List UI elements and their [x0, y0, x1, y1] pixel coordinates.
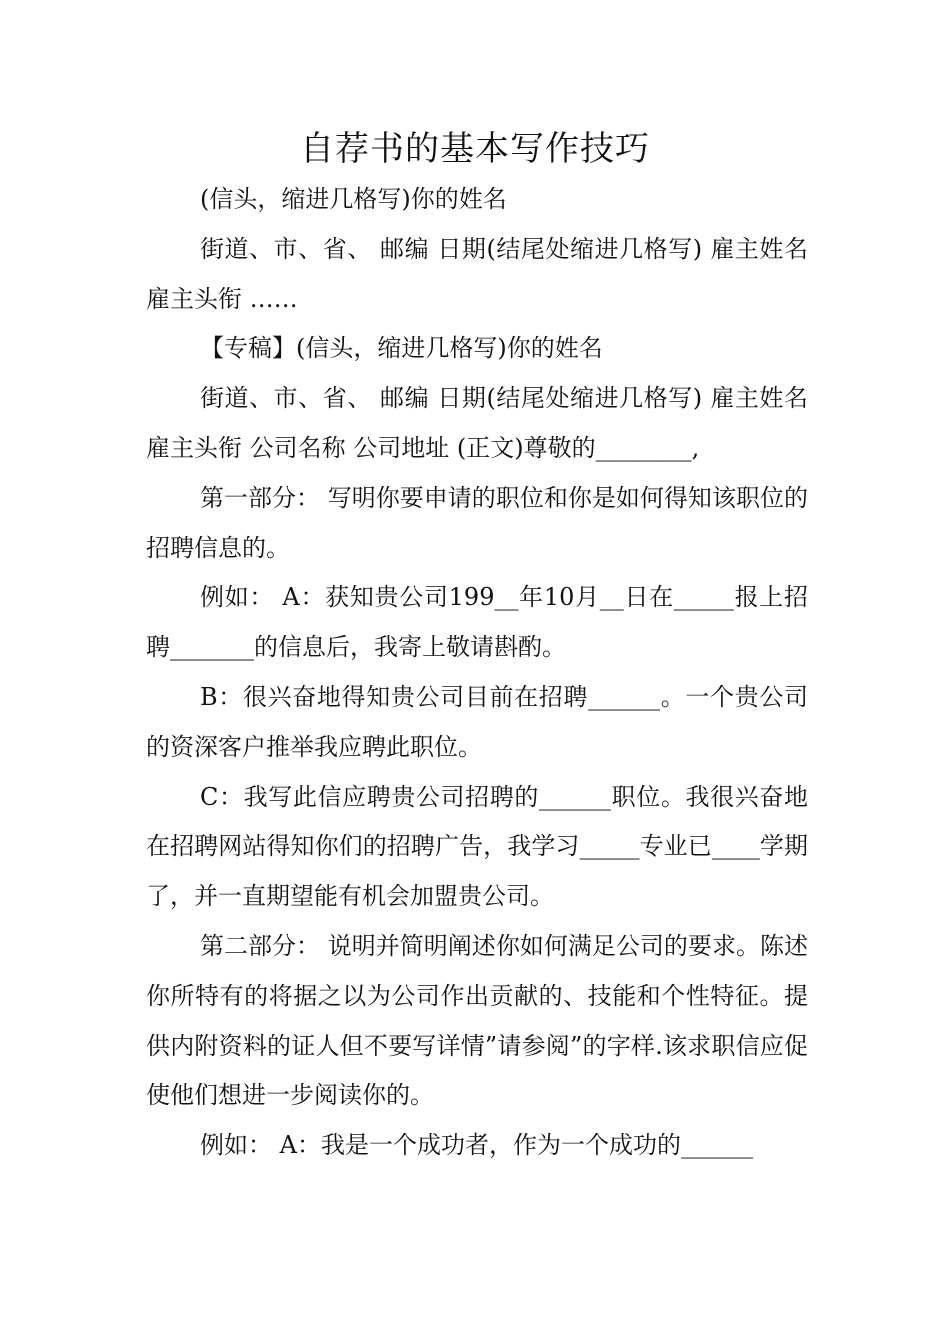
- paragraph-letterhead-name: (信头，缩进几格写)你的姓名: [200, 185, 507, 213]
- paragraph-example-b: B：很兴奋地得知贵公司目前在招聘______。一个贵公司的资深客户推举我应聘此职位。: [146, 682, 808, 761]
- document-title: 自荐书的基本写作技巧: [300, 129, 650, 169]
- paragraph-part-one: 第一部分： 写明你要申请的职位和你是如何得知该职位的招聘信息的。: [146, 483, 808, 562]
- paragraph-address-employer: 街道、市、省、 邮编 日期(结尾处缩进几格写) 雇主姓名 雇主头衔 ……: [146, 234, 816, 313]
- paragraph-address-salutation: 街道、市、省、 邮编 日期(结尾处缩进几格写) 雇主姓名 雇主头衔 公司名称 公司地址 (正文)尊敬的________,: [146, 384, 816, 462]
- paragraph-feature-letterhead: 【专稿】(信头，缩进几格写)你的姓名: [200, 334, 603, 363]
- document-body: [146, 175, 816, 1171]
- paragraph-example-c: C：我写此信应聘贵公司招聘的______职位。我很兴奋地在招聘网站得知你们的招聘广告，我学习_____专业已____学期了，并一直期望能有机会加盟贵公司。: [146, 782, 808, 911]
- paragraph-part-two: 第二部分： 说明并简明阐述你如何满足公司的要求。陈述你所特有的将据之以为公司作出贡献的、技能和个性特征。提供内附资料的证人但不要写详情”请参阅”的字样.该求职信应促使他们想进一步阅读你的。: [146, 931, 808, 1110]
- paragraph-example-a: 例如： A：获知贵公司199__年10月__日在_____报上招聘_______的信息后，我寄上敬请斟酌。: [146, 583, 808, 662]
- paragraph-part-two-example: 例如： A：我是一个成功者，作为一个成功的______: [200, 1131, 753, 1160]
